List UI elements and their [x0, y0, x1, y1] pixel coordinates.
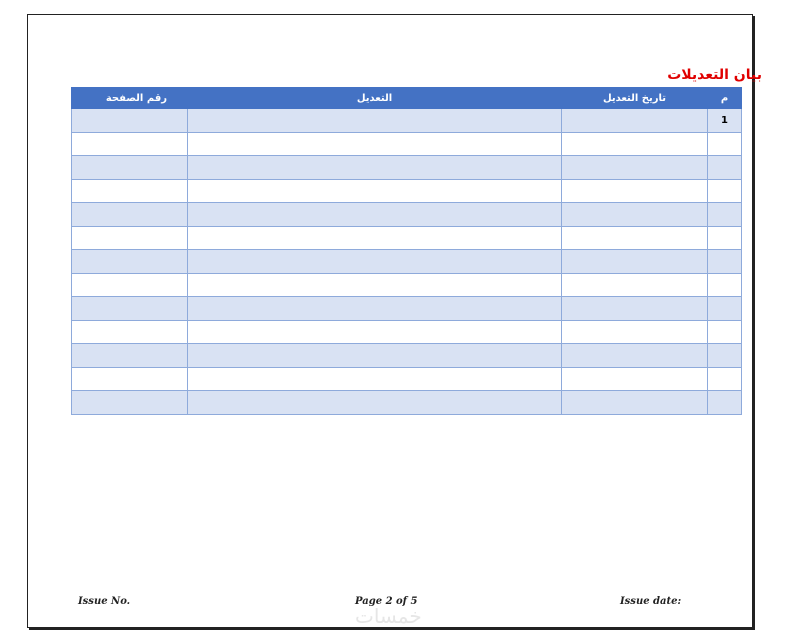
cell-number: [708, 250, 742, 274]
table-header-row: [72, 88, 742, 109]
cell-modification: [188, 273, 562, 297]
cell-number: [708, 391, 742, 415]
cell-page-number: [72, 109, 188, 133]
cell-page-number: [72, 179, 188, 203]
cell-page-number: [72, 344, 188, 368]
cell-modification-date: [562, 109, 708, 133]
cell-modification: [188, 250, 562, 274]
page-indicator: Page 2 of 5: [355, 596, 418, 607]
cell-modification: [188, 109, 562, 133]
table-body: [72, 109, 742, 415]
cell-number: [708, 367, 742, 391]
header-page-number: رقم الصفحة: [72, 88, 188, 109]
cell-number: 1: [708, 109, 742, 133]
cell-page-number: [72, 297, 188, 321]
table-row: [72, 391, 742, 415]
cell-modification: [188, 179, 562, 203]
cell-modification-date: [562, 273, 708, 297]
cell-modification: [188, 391, 562, 415]
cell-page-number: [72, 391, 188, 415]
header-modification: التعديل: [188, 88, 562, 109]
header-number: م: [708, 88, 742, 109]
cell-number: [708, 156, 742, 180]
header-modification-date: تاريخ التعديل: [562, 88, 708, 109]
cell-number: [708, 203, 742, 227]
cell-page-number: [72, 367, 188, 391]
cell-page-number: [72, 203, 188, 227]
cell-modification-date: [562, 132, 708, 156]
cell-modification-date: [562, 156, 708, 180]
modifications-table: [71, 87, 742, 415]
cell-modification-date: [562, 226, 708, 250]
cell-page-number: [72, 250, 188, 274]
table-row: [72, 250, 742, 274]
cell-modification: [188, 297, 562, 321]
cell-modification: [188, 226, 562, 250]
table-row: [72, 132, 742, 156]
table-row: [72, 273, 742, 297]
table-row: [72, 179, 742, 203]
table-row: [72, 297, 742, 321]
table-row: [72, 320, 742, 344]
cell-page-number: [72, 273, 188, 297]
cell-modification: [188, 367, 562, 391]
cell-number: [708, 179, 742, 203]
cell-modification: [188, 132, 562, 156]
document-page: [27, 14, 762, 628]
document-title: بيان التعديلات: [667, 67, 762, 83]
table-row: [72, 344, 742, 368]
cell-modification-date: [562, 344, 708, 368]
cell-modification-date: [562, 179, 708, 203]
cell-modification-date: [562, 320, 708, 344]
cell-modification-date: [562, 367, 708, 391]
cell-page-number: [72, 226, 188, 250]
cell-modification-date: [562, 203, 708, 227]
issue-date-label: Issue date:: [620, 596, 682, 607]
cell-number: [708, 297, 742, 321]
watermark-logo: خمسات: [355, 604, 422, 628]
cell-modification: [188, 344, 562, 368]
cell-number: [708, 344, 742, 368]
cell-page-number: [72, 132, 188, 156]
cell-modification: [188, 320, 562, 344]
cell-number: [708, 320, 742, 344]
table-row: [72, 203, 742, 227]
table-row: [72, 367, 742, 391]
cell-number: [708, 226, 742, 250]
issue-number-label: Issue No.: [78, 596, 131, 607]
cell-number: [708, 273, 742, 297]
cell-page-number: [72, 156, 188, 180]
cell-modification: [188, 203, 562, 227]
table-row: [72, 109, 742, 133]
table-row: [72, 226, 742, 250]
cell-modification-date: [562, 250, 708, 274]
cell-modification: [188, 156, 562, 180]
cell-page-number: [72, 320, 188, 344]
cell-modification-date: [562, 297, 708, 321]
table-row: [72, 156, 742, 180]
cell-modification-date: [562, 391, 708, 415]
cell-number: [708, 132, 742, 156]
